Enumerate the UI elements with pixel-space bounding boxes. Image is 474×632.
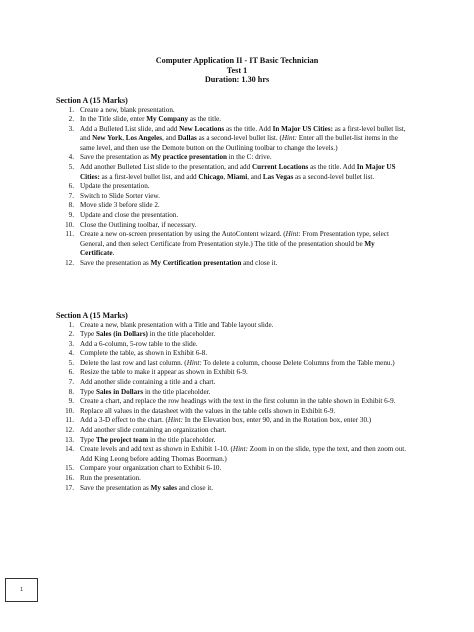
list-item — [56, 106, 408, 116]
text-segment: in the title placeholder. — [147, 330, 216, 339]
list-item — [56, 115, 408, 125]
list-item-number: 8. — [68, 387, 74, 396]
list-item-text — [80, 230, 408, 259]
list-item-text — [80, 474, 408, 484]
list-item-number: 10. — [65, 406, 74, 415]
text-segment: Create a chart, and replace the row headings with the text in the first column in the table shown in Exhibit 6-9. — [80, 397, 396, 406]
bold-text: The project team — [95, 435, 149, 444]
list-item-text — [80, 349, 408, 359]
list-item-text — [80, 192, 408, 202]
list-item-text — [80, 484, 408, 494]
list-item-text — [80, 221, 408, 231]
text-segment: To delete a column, choose Delete Columns from the Table menu.) — [201, 358, 395, 367]
list-item — [56, 349, 408, 359]
bold-text: Current Locations — [251, 163, 309, 172]
bold-text: Las Vegas — [262, 172, 294, 181]
section-a1-title: Section A (15 Marks) — [56, 96, 128, 105]
list-item-text — [80, 106, 408, 116]
header-course-title: Computer Application II - IT Basic Technician — [155, 56, 319, 65]
bold-text: Miami — [226, 172, 248, 181]
text-segment: Update the presentation. — [80, 182, 150, 191]
text-segment: Add another slide containing an organization chart. — [80, 426, 227, 435]
list-item-number: 14. — [65, 445, 74, 454]
list-item — [56, 211, 408, 221]
list-item — [56, 388, 408, 398]
list-item — [56, 426, 408, 436]
bold-text: New York — [92, 134, 123, 143]
header-duration: Duration: 1.30 hrs — [204, 75, 270, 85]
text-segment: Compare your organization chart to Exhibit 6-10. — [80, 464, 222, 473]
list-item-number: 4. — [68, 153, 74, 162]
list-item-number: 17. — [65, 483, 74, 492]
text-segment: Add another Bulleted List slide to the presentation, and add — [80, 163, 252, 172]
bold-text: My practice presentation — [150, 153, 228, 162]
text-segment: In the Elevation box, enter 90, and in the Rotation box, enter 30.) — [182, 416, 372, 425]
list-item — [56, 321, 408, 331]
list-item-text — [80, 153, 408, 163]
text-segment: Type — [80, 387, 96, 396]
text-segment: From Presentation type, select General, and then select Certificate from Presentation style.) The title of the presentation should be — [80, 230, 389, 248]
list-item-text — [80, 388, 408, 398]
list-item-number: 5. — [68, 358, 74, 367]
text-segment: , — [122, 134, 126, 143]
list-item-text — [80, 201, 408, 211]
list-item-text — [80, 125, 408, 154]
hint-label: Hint: — [186, 358, 202, 367]
text-segment: Enter all the bullet-list items in the same level, and then use the Demote button on the Outlining toolbar to change the levels.) — [80, 134, 398, 152]
text-segment: as a second-level bullet list. — [293, 172, 375, 181]
list-item — [56, 436, 408, 446]
list-item — [56, 359, 408, 369]
list-item — [56, 416, 408, 426]
list-item-number: 2. — [68, 115, 74, 124]
list-item — [56, 368, 408, 378]
list-item-text — [80, 163, 408, 182]
text-segment: Add another slide containing a title and a chart. — [80, 378, 216, 387]
list-item — [56, 230, 408, 259]
hint-label: Hint: — [167, 416, 183, 425]
text-segment: Create a new on-screen presentation by using the AutoContent wizard. ( — [80, 230, 286, 239]
list-item-text — [80, 259, 408, 269]
bold-text: Sales (in Dollars) — [95, 330, 148, 339]
list-item-text — [80, 211, 408, 221]
text-segment: Save the presentation as — [80, 259, 151, 267]
text-segment: in the title placeholder. — [143, 387, 211, 396]
list-item-number: 6. — [68, 182, 74, 191]
list-item-text — [80, 378, 408, 388]
text-segment: and close it. — [176, 483, 214, 492]
text-segment: as the title. — [188, 115, 222, 124]
list-item-number: 1. — [68, 320, 74, 329]
text-segment: Switch to Slide Sorter view. — [80, 191, 160, 200]
list-item-number: 2. — [68, 330, 74, 339]
header-test-title: Test 1 — [226, 65, 248, 75]
bold-text: My Certification presentation — [150, 259, 242, 267]
bold-text: Chicago — [198, 172, 224, 181]
list-item-number: 5. — [68, 163, 74, 172]
list-item — [56, 259, 408, 269]
list-item-text — [80, 368, 408, 378]
text-segment: , — [223, 172, 227, 181]
list-item-text — [80, 359, 408, 369]
list-item — [56, 474, 408, 484]
list-item-number: 6. — [68, 368, 74, 377]
list-item-number: 11. — [65, 416, 74, 425]
list-item-number: 12. — [65, 259, 74, 267]
text-segment: Add a 6-column, 5-row table to the slide. — [80, 339, 198, 348]
text-segment: Close the Outlining toolbar, if necessary. — [80, 220, 197, 229]
bold-text: Sales in Dollars — [95, 387, 144, 396]
list-item-number: 7. — [68, 191, 74, 200]
text-segment: Type — [80, 435, 96, 444]
text-segment: In the Title slide, enter — [80, 115, 147, 124]
list-item-number: 4. — [68, 349, 74, 358]
text-segment: Zoom in on the slide, type the text, and then zoom out. Add King Leong before adding Thomas Boorman.) — [80, 445, 407, 463]
text-segment: Delete the last row and last column. ( — [80, 358, 187, 367]
text-segment: Move slide 3 before slide 2. — [80, 201, 160, 210]
bold-text: In Major US Cities: — [272, 124, 333, 133]
list-item-text — [80, 182, 408, 192]
list-item — [56, 340, 408, 350]
list-item-number: 13. — [65, 435, 74, 444]
list-item-number: 1. — [68, 105, 74, 114]
text-segment: as the title. Add — [224, 124, 273, 133]
list-item — [56, 153, 408, 163]
page-number: 1 — [20, 587, 23, 593]
bold-text: In Major US Cities: — [80, 163, 396, 181]
section-a1-list — [56, 106, 408, 269]
list-item-text — [80, 340, 408, 350]
list-item-text — [80, 321, 408, 331]
text-segment: and close it. — [241, 259, 278, 267]
list-item — [56, 445, 408, 464]
text-segment: , and — [247, 172, 263, 181]
list-item-text — [80, 416, 408, 426]
text-segment: . — [112, 249, 115, 258]
text-segment: Type — [80, 330, 96, 339]
text-segment: in the title placeholder. — [148, 435, 216, 444]
list-item-number: 9. — [68, 397, 74, 406]
text-segment: Save the presentation as — [80, 483, 151, 492]
text-segment: Replace all values in the datasheet with the values in the table cells shown in Exhibit 6-9. — [80, 406, 336, 415]
list-item-text — [80, 115, 408, 125]
page-number-box — [5, 578, 38, 602]
list-item-text — [80, 464, 408, 474]
bold-text: My Company — [146, 115, 189, 124]
document-header — [0, 56, 474, 85]
bold-text: My Certificate — [80, 239, 375, 258]
list-item-text — [80, 436, 408, 446]
list-item — [56, 192, 408, 202]
bold-text: Los Angeles — [125, 134, 163, 143]
list-item-number: 7. — [68, 378, 74, 387]
text-segment: in the C: drive. — [227, 153, 272, 162]
text-segment: Add a 3-D effect to the chart. ( — [80, 416, 168, 425]
hint-label: Hint: — [285, 230, 301, 239]
text-segment: Create levels and add text as shown in Exhibit 1-10. ( — [80, 445, 233, 454]
text-segment: , and — [162, 134, 178, 143]
list-item-number: 8. — [68, 201, 74, 210]
text-segment: Run the presentation. — [80, 474, 141, 482]
text-segment: as a first-level bullet list, and — [80, 124, 406, 143]
list-item — [56, 125, 408, 154]
list-item — [56, 182, 408, 192]
list-item — [56, 201, 408, 211]
list-item-number: 15. — [65, 464, 74, 473]
text-segment: Resize the table to make it appear as shown in Exhibit 6-9. — [80, 368, 248, 377]
list-item — [56, 221, 408, 231]
hint-label: Hint: — [232, 445, 248, 454]
list-item — [56, 378, 408, 388]
text-segment: Update and close the presentation. — [80, 211, 179, 220]
list-item-number: 3. — [68, 339, 74, 348]
list-item-text — [80, 330, 408, 340]
text-segment: Create a new, blank presentation. — [80, 105, 175, 114]
list-item — [56, 484, 408, 494]
list-item — [56, 330, 408, 340]
list-item-text — [80, 426, 408, 436]
bold-text: Dallas — [177, 134, 197, 143]
list-item-text — [80, 397, 408, 407]
bold-text: New Locations — [179, 124, 225, 133]
text-segment: Save the presentation as — [80, 153, 151, 162]
list-item — [56, 407, 408, 417]
text-segment: Complete the table, as shown in Exhibit 6-8. — [80, 349, 208, 358]
list-item-number: 9. — [68, 211, 74, 220]
section-a2-list — [56, 321, 408, 494]
text-segment: as a first-level bullet list, and add — [99, 172, 199, 181]
text-segment: Create a new, blank presentation with a Title and Table layout slide. — [80, 320, 274, 329]
list-item-number: 10. — [65, 220, 74, 229]
text-segment: Add a Bulleted List slide, and add — [80, 124, 180, 133]
list-item — [56, 397, 408, 407]
bold-text: My sales — [150, 483, 177, 492]
hint-label: Hint: — [281, 134, 297, 143]
text-segment: as the title. Add — [308, 163, 357, 172]
list-item-number: 12. — [65, 426, 74, 435]
list-item — [56, 464, 408, 474]
list-item-text — [80, 445, 408, 464]
list-item-number: 11. — [65, 230, 74, 239]
text-segment: as a second-level bullet list. ( — [196, 134, 282, 143]
list-item — [56, 163, 408, 182]
list-item-number: 3. — [68, 124, 74, 133]
list-item-text — [80, 407, 408, 417]
list-item-number: 16. — [65, 474, 74, 482]
section-a2-title: Section A (15 Marks) — [56, 311, 128, 320]
